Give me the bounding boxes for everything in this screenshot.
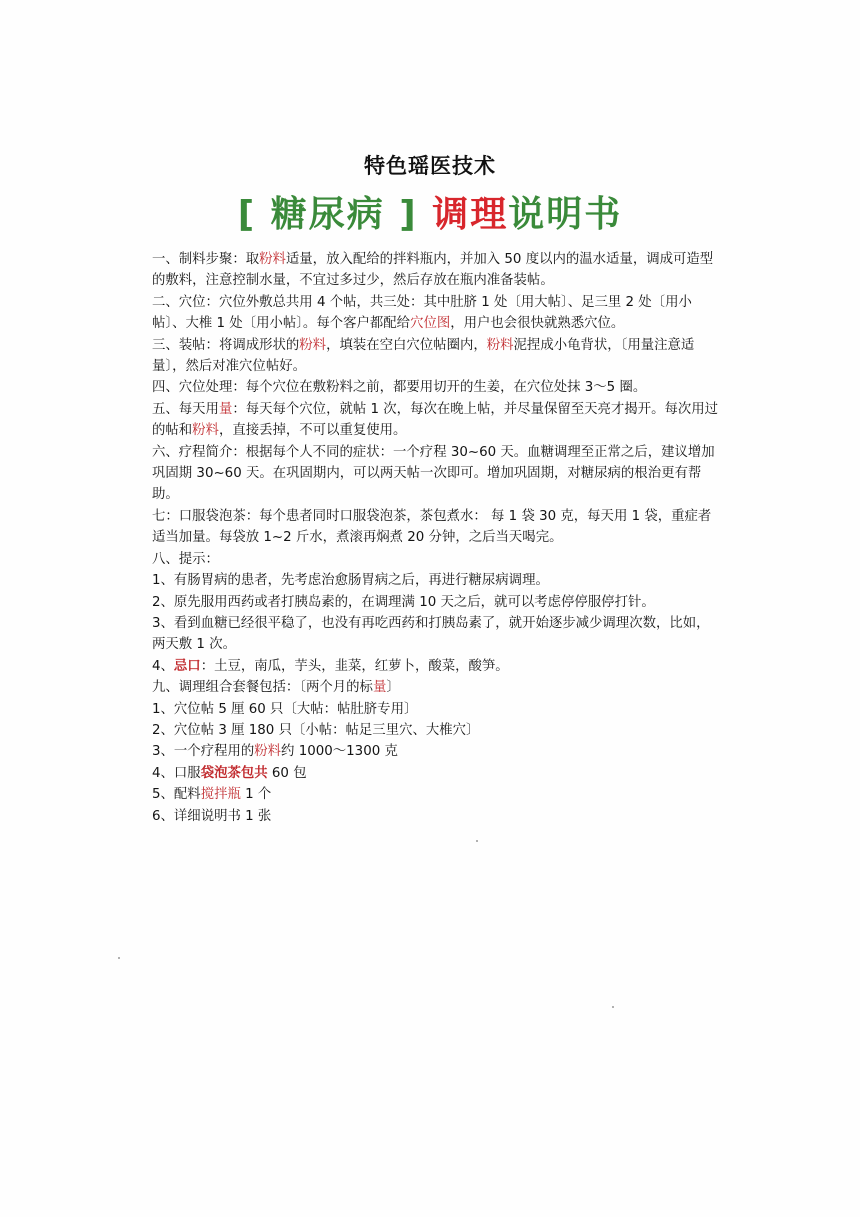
section-s9-1 [152,699,722,720]
section-s2 [152,292,722,335]
section-text: ：土豆，南瓜，芋头，韭菜，红萝卜，酸菜，酸笋。 [200,658,509,674]
section-s3 [152,335,722,378]
section-s8-3 [152,613,722,656]
section-s9-5 [152,784,722,805]
section-text: 4、口服 [152,765,201,781]
highlighted-term: 量 [372,680,387,696]
section-text: 五、每天用 [152,401,219,417]
section-s5 [152,399,722,442]
highlighted-term: 粉料 [192,423,219,439]
scan-speck [118,957,120,959]
section-text: 九、调理组合套餐包括：〔两个月的标 [152,680,373,696]
highlighted-term: 袋泡茶包共 [200,765,268,781]
section-text: 八、提示： [152,551,219,567]
section-s8-2 [152,592,722,613]
section-s1 [152,249,722,292]
highlighted-term: 搅拌瓶 [200,787,241,803]
section-text: 四、穴位处理：每个穴位在敷粉料之前，都要用切开的生姜，在穴位处抹 3～5 圈。 [152,380,647,396]
title-manual: 说明书 [508,194,623,235]
section-text: 约 1000～1300 克 [281,744,398,760]
section-text: 2、穴位帖 3 厘 180 只〔小帖：帖足三里穴、大椎穴〕 [152,722,480,738]
section-text: ：每天每个穴位，就帖 1 次，每次在晚上帖，并尽量保留至天亮才揭开。每次用过的帖和 [152,401,719,439]
highlighted-term: 穴位图 [410,316,451,332]
highlighted-term: 量 [218,401,233,417]
section-text: 泥捏成小龟背状，〔用量注意适量〕，然后对准穴位帖好。 [152,337,695,375]
section-text: ，用户也会很快就熟悉穴位。 [450,316,625,332]
scan-speck [476,840,478,842]
scan-speck [612,1006,614,1008]
section-text: 一、制料步聚：取 [152,252,260,267]
section-text: 七：口服袋泡茶：每个患者同时口服袋泡茶，茶包煮水： 每 1 袋 30 克，每天用 1 袋，重症者适当加量。每袋放 1~2 斤水，煮滚再焖煮 20 分钟，之后当天喝完。 [152,508,712,546]
title-disease: [ 糖尿病 ] [237,194,418,235]
section-s4 [152,377,722,398]
section-s9-6 [152,806,722,827]
section-text: 适量，放入配给的拌料瓶内，并加入 50 度以内的温水适量，调成可造型的敷料，注意控制水量，不宜过多过少，然后存放在瓶内准备装帖。 [152,252,714,289]
section-text: 二、穴位：穴位外敷总共用 4 个帖，共三处：其中肚脐 1 处〔用大帖〕、足三里 2 处〔用小帖〕、大椎 1 处〔用小帖〕。每个客户都配给 [152,294,692,332]
section-text: 5、配料 [152,787,201,803]
section-text: ，填装在空白穴位帖圈内， [326,337,487,353]
section-s9-3 [152,741,722,762]
section-s9 [152,677,722,698]
section-text: 6、详细说明书 1 张 [152,808,272,824]
highlighted-term: 粉料 [254,744,282,760]
highlighted-term: 粉料 [299,337,327,353]
section-s7 [152,506,722,549]
section-text: 3、一个疗程用的 [152,744,255,760]
highlighted-term: 粉料 [486,337,514,353]
document-subtitle: 特色瑶医技术 [364,154,496,178]
section-s8 [152,549,722,570]
instruction-body [152,249,722,827]
section-text: 1、有肠胃病的患者，先考虑治愈肠胃病之后，再进行糖尿病调理。 [152,573,549,589]
section-text: 60 包 [267,765,307,781]
section-s6 [152,442,722,506]
title-treatment: 调理 [432,194,509,235]
section-text: ，直接丢掉，不可以重复使用。 [218,423,407,439]
section-s8-1 [152,570,722,591]
document-title [0,186,860,237]
highlighted-term: 忌口 [173,658,201,674]
section-text: 1、穴位帖 5 厘 60 只〔大帖：帖肚脐专用〕 [152,701,418,717]
section-text: 六、疗程简介：根据每个人不同的症状：一个疗程 30~60 天。血糖调理至正常之后，建议增加巩固期 30~60 天。在巩固期内，可以两天帖一次即可。增加巩固期，对糖尿病的根治更有帮助。 [152,444,715,503]
highlighted-term: 粉料 [259,252,286,267]
section-s9-2 [152,720,722,741]
section-text: 3、看到血糖已经很平稳了，也没有再吃西药和打胰岛素了，就开始逐步减少调理次数，比如，两天敷 1 次。 [152,615,710,653]
section-text: 4、 [152,658,174,674]
section-s9-4 [152,763,722,784]
section-text: 三、装帖：将调成形状的 [152,337,300,353]
section-text: 1 个 [240,787,272,803]
section-text: 2、原先服用西药或者打胰岛素的，在调理满 10 天之后，就可以考虑停停服停打针。 [152,594,655,610]
section-s8-4 [152,656,722,677]
section-text: 〕 [386,680,400,696]
